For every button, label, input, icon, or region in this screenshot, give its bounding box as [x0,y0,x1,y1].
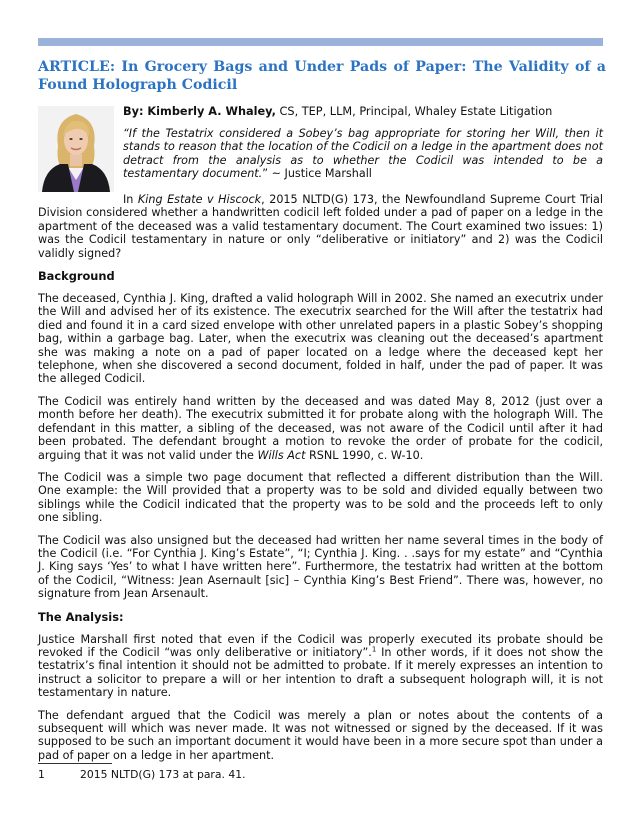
footnote-rule [38,763,112,764]
case-name: King Estate v Hiscock [137,193,262,206]
analysis-heading: The Analysis: [38,609,124,624]
footnote [38,768,246,781]
analysis-p1-rest: In other words, if it does not show the testatrix’s final intention it should not be admitted to probate. If it merely expresses an intention to instruct a solicitor to prepare a will or her intention to draft a subsequent holograph will, it is not testamentary in nature. [38,645,603,700]
footnote-ref[interactable]: 1 [371,645,377,654]
pull-quote [123,127,603,181]
byline-author: By: Kimberly A. Whaley, [123,105,276,118]
footnote-text: 2015 NLTD(G) 173 at para. 41. [80,768,246,781]
background-paragraph-4: The Codicil was also unsigned but the deceased had written her name several times in the body of the Codicil (i.e. “For Cynthia J. King’s Estate”, “I; Cynthia J. King. . .says for my estate” and “Cynthia J. King says ‘Yes’ to what I have written here”. Furthermore, the testatrix had written at the bottom of the Codicil, “Witness: Jean Asernault [sic] – Cynthia King’s Best Friend”. There was, however, no signature from Jean Arsenault. [38,533,603,601]
background-paragraph-2 [38,395,603,462]
article-title: ARTICLE: In Grocery Bags and Under Pads of Paper: The Validity of a Found Holograph Codicil [38,59,606,93]
author-photo [38,106,114,192]
intro-paragraph [38,193,603,260]
quote-attribution: ” ~ Justice Marshall [262,167,372,181]
analysis-paragraph-1 [38,633,603,700]
analysis-p1-text: Justice Marshall first noted that even if the Codicil was properly executed its probate should be revoked if the Codicil “was only deliberative or initiatory”. [38,632,603,659]
byline-credentials: CS, TEP, LLM, Principal, Whaley Estate Litigation [275,105,553,118]
bg-p2-text: The Codicil was entirely hand written by the deceased and was dated May 8, 2012 (just over a month before her death). The executrix submitted it for probate along with the holograph Will. The defendant in this matter, a sibling of the deceased, was not aware of the Codicil until after it had been probated. The defendant brought a motion to revoke the order of probate for the codicil, arguing that it was not valid under the [38,394,603,462]
background-paragraph-1: The deceased, Cynthia J. King, drafted a valid holograph Will in 2002. She named an executrix under the Will and advised her of its existence. The executrix searched for the Will after the testatrix had died and found it in a card sized envelope with other unrelated papers in a plastic Sobey’s shopping bag, within a garbage bag. Later, when the executrix was cleaning out the deceased’s apartment she was making a note on a pad of paper located on a ledge where the deceased kept her telephone, when she discovered a second document, folded in half, under the pad of paper. It was the alleged Codicil. [38,292,603,386]
quote-text: “If the Testatrix considered a Sobey’s bag appropriate for storing her Will, then it stands to reason that the location of the Codicil on a ledge in the apartment does not detract from the analysis as to whether the Codicil was intended to be a testamentary document. [123,127,603,181]
wills-act-name: Wills Act [257,448,306,462]
header-rule [38,38,603,46]
author-byline [123,104,552,119]
background-heading: Background [38,269,115,284]
background-paragraph-3: The Codicil was a simple two page document that reflected a different distribution than the Will. One example: the Will provided that a property was to be sold and divided equally between two siblings while the Codicil indicated that the property was to be sold and the proceeds left to only one sibling. [38,470,603,525]
footnote-number: 1 [38,768,45,781]
bg-p2-end: RSNL 1990, c. W-10. [305,448,424,462]
analysis-paragraph-2: The defendant argued that the Codicil was merely a plan or notes about the contents of a subsequent will which was never made. It was not witnessed or signed by the deceased. If it was supposed to be such an important document it would have been in a more secure spot than under a pad of paper on a ledge in her apartment. [38,708,603,762]
article-body [38,193,603,771]
intro-lead: In [123,193,138,206]
intro-text: , 2015 NLTD(G) 173, the Newfoundland Supreme Court Trial Division considered whether a handwritten codicil left folded under a pad of paper on a ledge in the apartment of the deceased was a valid testamentary document. The Court examined two issues: 1) was the Codicil testamentary in nature or only “deliberative or initiatory” and 2) was the Codicil validly signed? [38,193,604,260]
